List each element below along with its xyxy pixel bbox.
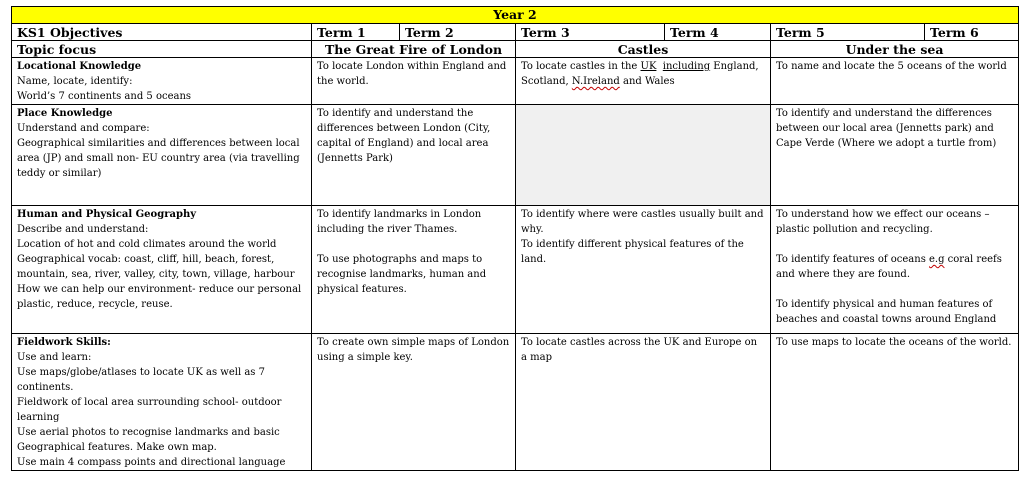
plan-paragraph [776,252,1013,282]
objective-line: Geographical vocab: coast, cliff, hill, beach, forest, mountain, sea, river, valley, city, town, village, harbour [17,254,295,280]
fieldwork-title: Fieldwork Skills: [17,337,111,348]
year-row [12,7,1019,24]
text-run: To locate castles in the [521,61,641,72]
text-run: and Wales [619,76,675,87]
place-knowledge-row [12,105,1019,206]
human-physical-row [12,206,1019,334]
plan-paragraph: To identify physical and human features of beaches and coastal towns around England [776,299,997,325]
header-row [12,24,1019,41]
topic-row [12,41,1019,58]
objective-line: Understand and compare: [17,123,150,134]
term-5-header: Term 5 [771,24,925,41]
locational-knowledge-row [12,58,1019,105]
fieldwork-objective [12,334,312,471]
geography-objectives-table [11,6,1019,471]
text-run: England, Scotland, [521,61,759,87]
objective-line: World’s 7 continents and 5 oceans [17,91,192,102]
objective-line: Use and learn: [17,352,92,363]
objective-line: Use maps/globe/atlases to locate UK as well as 7 continents. [17,367,265,393]
spellcheck-nireland: N.Ireland [571,76,620,87]
fieldwork-terms-1-2: To create own simple maps of London using a simple key. [312,334,516,471]
objective-line: How we can help our environment- reduce our personal plastic, reduce, recycle, reuse. [17,284,302,310]
objective-line: Name, locate, identify: [17,76,133,87]
human-physical-title: Human and Physical Geography [17,209,197,220]
human-terms-5-6 [771,206,1019,334]
term-3-header: Term 3 [516,24,665,41]
objective-line: Geographical similarities and differences between local area (JP) and small non- EU country area (via travelling teddy or similar) [17,138,300,179]
human-terms-3-4 [516,206,771,334]
objective-line: Use aerial photos to recognise landmarks and basic Geographical features. Make own map. [17,427,280,453]
plan-paragraph: To identify landmarks in London including the river Thames. [317,209,482,235]
spellcheck-eg: e.g [929,254,945,265]
locational-knowledge-title: Locational Knowledge [17,61,142,72]
objective-line: Location of hot and cold climates around the world [17,239,277,250]
fieldwork-row [12,334,1019,471]
plan-paragraph: To understand how we effect our oceans – plastic pollution and recycling. [776,209,990,235]
curriculum-page [11,6,1018,484]
plan-paragraph: To use photographs and maps to recognise landmarks, human and physical features. [317,254,487,295]
topic-focus-label: Topic focus [12,41,312,58]
underlined-including: including [662,61,711,72]
topic-terms-5-6: Under the sea [771,41,1019,58]
place-terms-5-6: To identify and understand the differences between our local area (Jennetts park) and Cape Verde (Where we adopt a turtle from) [771,105,1019,206]
text-run: coral reefs and where they are found. [776,254,1002,280]
year-title: Year 2 [12,7,1019,24]
term-2-header: Term 2 [400,24,516,41]
fieldwork-terms-3-4: To locate castles across the UK and Europe on a map [516,334,771,471]
objective-line: Describe and understand: [17,224,149,235]
place-knowledge-title: Place Knowledge [17,108,113,119]
objective-line: Fieldwork of local area surrounding school- outdoor learning [17,397,282,423]
human-physical-objective [12,206,312,334]
place-knowledge-objective [12,105,312,206]
text-run: To identify features of oceans [776,254,929,265]
term-1-header: Term 1 [312,24,400,41]
term-4-header: Term 4 [665,24,771,41]
locational-terms-1-2: To locate London within England and the world. [312,58,516,105]
locational-terms-5-6: To name and locate the 5 oceans of the world [771,58,1019,105]
locational-knowledge-objective [12,58,312,105]
underlined-uk: UK [640,61,657,72]
topic-terms-1-2: The Great Fire of London [312,41,516,58]
human-terms-1-2 [312,206,516,334]
term-6-header: Term 6 [925,24,1019,41]
plan-paragraph: To identify where were castles usually built and why. [521,209,764,235]
place-terms-1-2: To identify and understand the differences between London (City, capital of England) and local area (Jennetts Park) [312,105,516,206]
locational-terms-3-4 [516,58,771,105]
objective-line: Use main 4 compass points and directional language [17,457,286,468]
topic-terms-3-4: Castles [516,41,771,58]
place-terms-3-4 [516,105,771,206]
ks1-objectives-header: KS1 Objectives [12,24,312,41]
fieldwork-terms-5-6: To use maps to locate the oceans of the world. [771,334,1019,471]
plan-paragraph: To identify different physical features of the land. [521,239,744,265]
